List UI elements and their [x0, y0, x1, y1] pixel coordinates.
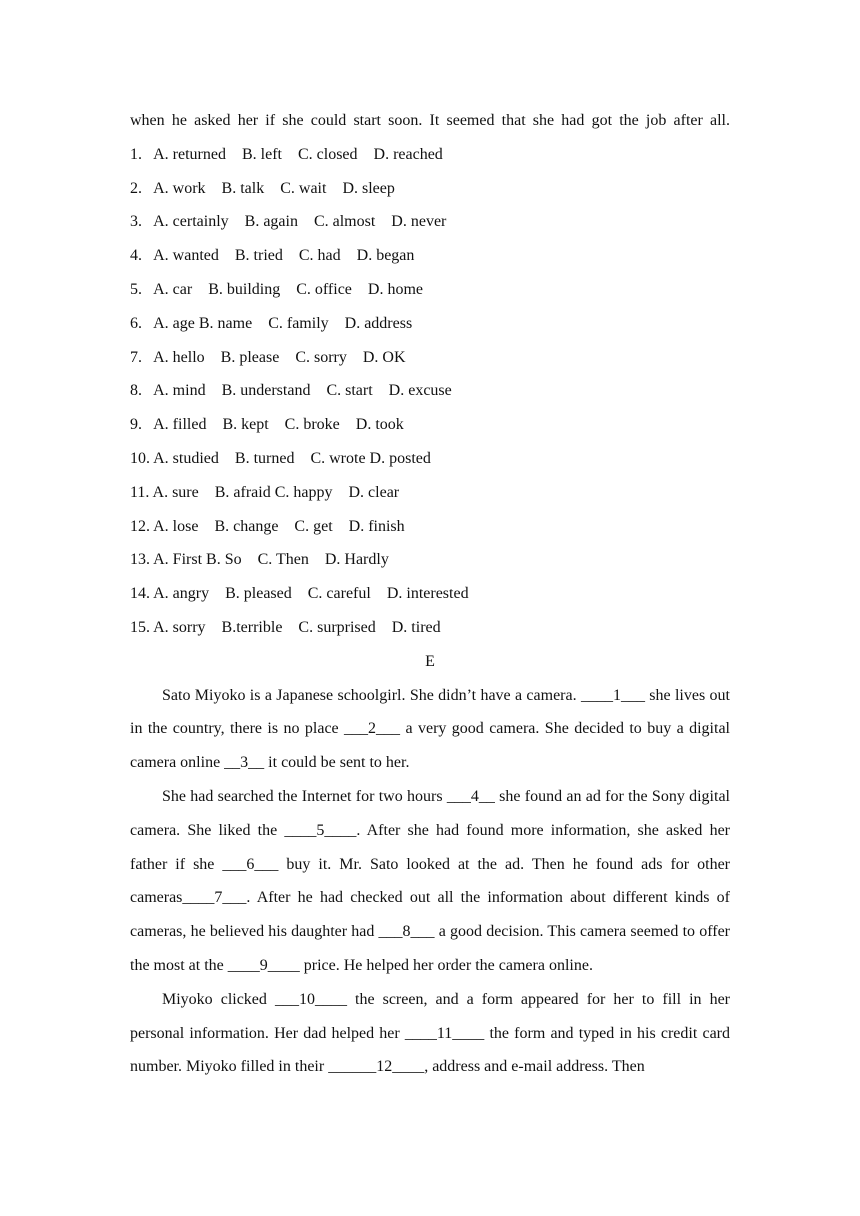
section-heading-e: E — [425, 652, 435, 670]
question-options-6: 6. A. age B. name C. family D. address — [130, 314, 413, 332]
question-options-1: 1. A. returned B. left C. closed D. reached — [130, 145, 443, 163]
answer-options-list — [130, 138, 730, 645]
question-options-7: 7. A. hello B. please C. sorry D. OK — [130, 348, 406, 366]
question-options-2: 2. A. work B. talk C. wait D. sleep — [130, 179, 395, 197]
question-options-8: 8. A. mind B. understand C. start D. excuse — [130, 382, 452, 400]
question-options-4: 4. A. wanted B. tried C. had D. began — [130, 247, 415, 265]
passage-paragraph-1: Sato Miyoko is a Japanese schoolgirl. She didn’t have a camera. ____1___ she lives out in the country, there is no place ___2___ a very good camera. She decided to buy a digital camera online __3__ it could be sent to her. — [130, 686, 730, 772]
question-options-10: 10. A. studied B. turned C. wrote D. posted — [130, 449, 431, 467]
question-options-9: 9. A. filled B. kept C. broke D. took — [130, 416, 404, 434]
question-options-15: 15. A. sorry B.terrible C. surprised D. tired — [130, 618, 441, 636]
question-options-5: 5. A. car B. building C. office D. home — [130, 280, 423, 298]
passage-paragraph-3: Miyoko clicked ___10____ the screen, and a form appeared for her to fill in her personal information. Her dad helped her ____11____ the form and typed in his credit card number. Miyoko filled in their ______12____, address and e-mail address. Then — [130, 990, 730, 1076]
question-options-3: 3. A. certainly B. again C. almost D. never — [130, 213, 447, 231]
question-options-14: 14. A. angry B. pleased C. careful D. interested — [130, 585, 469, 603]
question-options-12: 12. A. lose B. change C. get D. finish — [130, 517, 405, 535]
document-page — [130, 104, 730, 1084]
passage-paragraph-2: She had searched the Internet for two hours ___4__ she found an ad for the Sony digital camera. She liked the ____5____. After she had found more information, she asked her father if she ___6___ buy it. Mr. Sato looked at the ad. Then he found ads for other cameras____7___. After he had checked out all the information about different kinds of cameras, he believed his daughter had ___8___ a good decision. This camera seemed to offer the most at the ____9____ price. He helped her order the camera online. — [130, 787, 730, 974]
question-options-11: 11. A. sure B. afraid C. happy D. clear — [130, 483, 400, 501]
passage-continuation-line: when he asked her if she could start soon. It seemed that she had got the job after all. — [130, 112, 730, 129]
question-options-13: 13. A. First B. So C. Then D. Hardly — [130, 551, 389, 569]
